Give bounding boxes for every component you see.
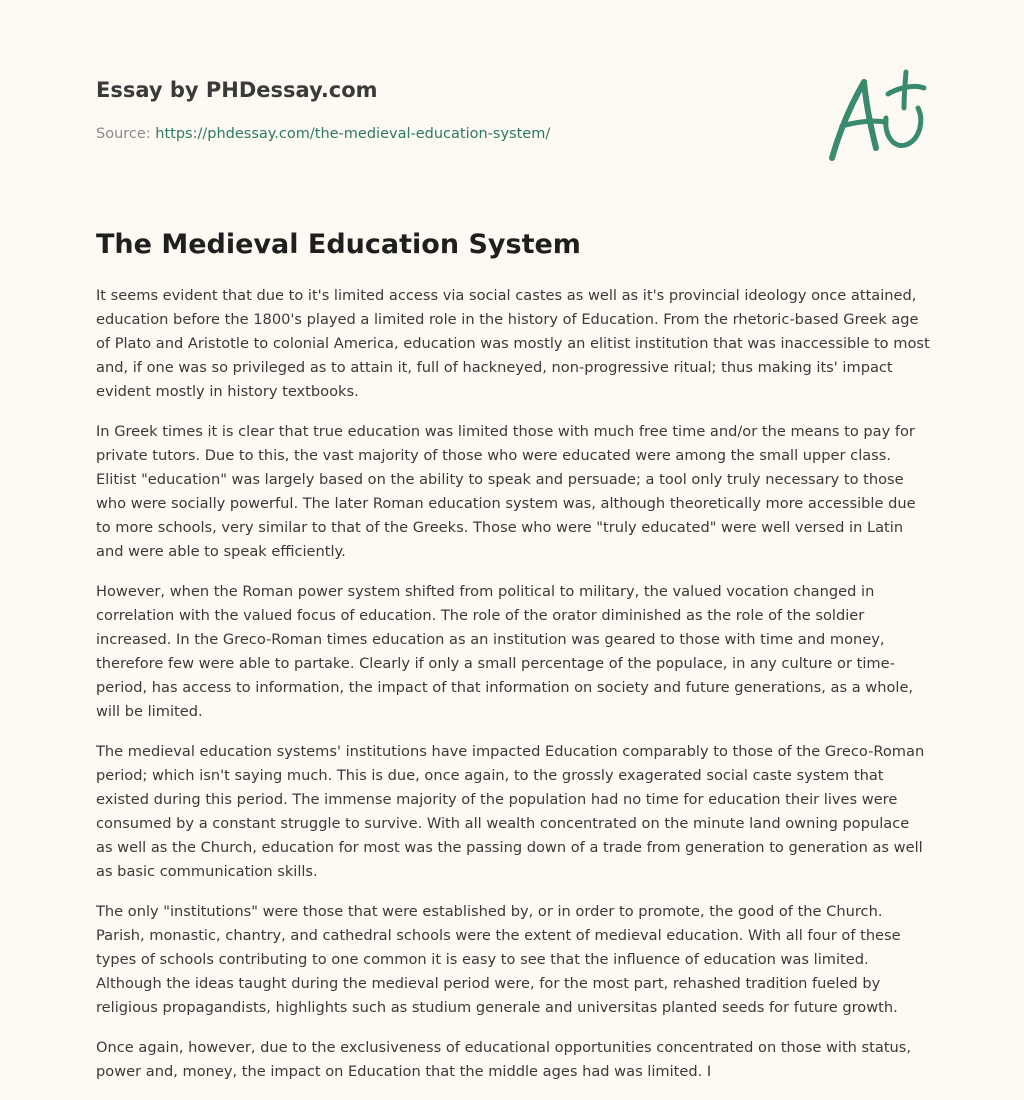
source-label: Source: xyxy=(96,126,156,142)
page-header xyxy=(96,74,928,174)
article-body xyxy=(96,284,930,1100)
article-paragraph: Once again, however, due to the exclusiveness of educational opportunities concentrated on those with status, power and, money, the impact on Education that the middle ages had was limited. I xyxy=(96,1039,912,1080)
a-plus-grade-icon xyxy=(824,68,928,164)
article-paragraph: The only "institutions" were those that were established by, or in order to promote, the good of the Church. Parish, monastic, chantry, and cathedral schools were the extent of medieval education. With all four of these types of schools contributing to one common it is easy to see that the influence of education was limited. Although the ideas taught during the medieval period were, for the most part, rehashed tradition fueled by religious propagandists, highlights such as studium generale and universitas planted seeds for future growth. xyxy=(96,903,901,1016)
source-line xyxy=(96,124,928,144)
source-link[interactable]: https://phdessay.com/the-medieval-education-system/ xyxy=(155,126,551,142)
article-paragraph: However, when the Roman power system shifted from political to military, the valued vocation changed in correlation with the valued focus of education. The role of the orator diminished as the role of the soldier increased. In the Greco-Roman times education as an institution was geared to those with time and money, therefore few were able to partake. Clearly if only a small percentage of the populace, in any culture or time-period, has access to information, the impact of that information on society and future generations, as a whole, will be limited. xyxy=(96,583,914,720)
article-paragraph: It seems evident that due to it's limited access via social castes as well as it's provincial ideology once attained, education before the 1800's played a limited role in the history of Education. From the rhetoric-based Greek age of Plato and Aristotle to colonial America, education was mostly an elitist institution that was inaccessible to most and, if one was so privileged as to attain it, full of hackneyed, non-progressive ritual; thus making its' impact evident mostly in history textbooks. xyxy=(96,287,930,400)
article-paragraph: In Greek times it is clear that true education was limited those with much free time and/or the means to pay for private tutors. Due to this, the vast majority of those who were educated were among the small upper class. Elitist "education" was largely based on the ability to speak and persuade; a tool only truly necessary to those who were socially powerful. The later Roman education system was, although theoretically more accessible due to more schools, very similar to that of the Greeks. Those who were "truly educated" were well versed in Latin and were able to speak efficiently. xyxy=(96,423,916,560)
article-paragraph: The medieval education systems' institutions have impacted Education comparably to those of the Greco-Roman period; which isn't saying much. This is due, once again, to the grossly exagerated social caste system that existed during this period. The immense majority of the population had no time for education their lives were consumed by a constant struggle to survive. With all wealth concentrated on the minute land owning populace as well as the Church, education for most was the passing down of a trade from generation to generation as well as basic communication skills. xyxy=(96,743,925,880)
article-title: The Medieval Education System xyxy=(96,229,581,260)
site-brand: Essay by PHDessay.com xyxy=(96,78,378,102)
